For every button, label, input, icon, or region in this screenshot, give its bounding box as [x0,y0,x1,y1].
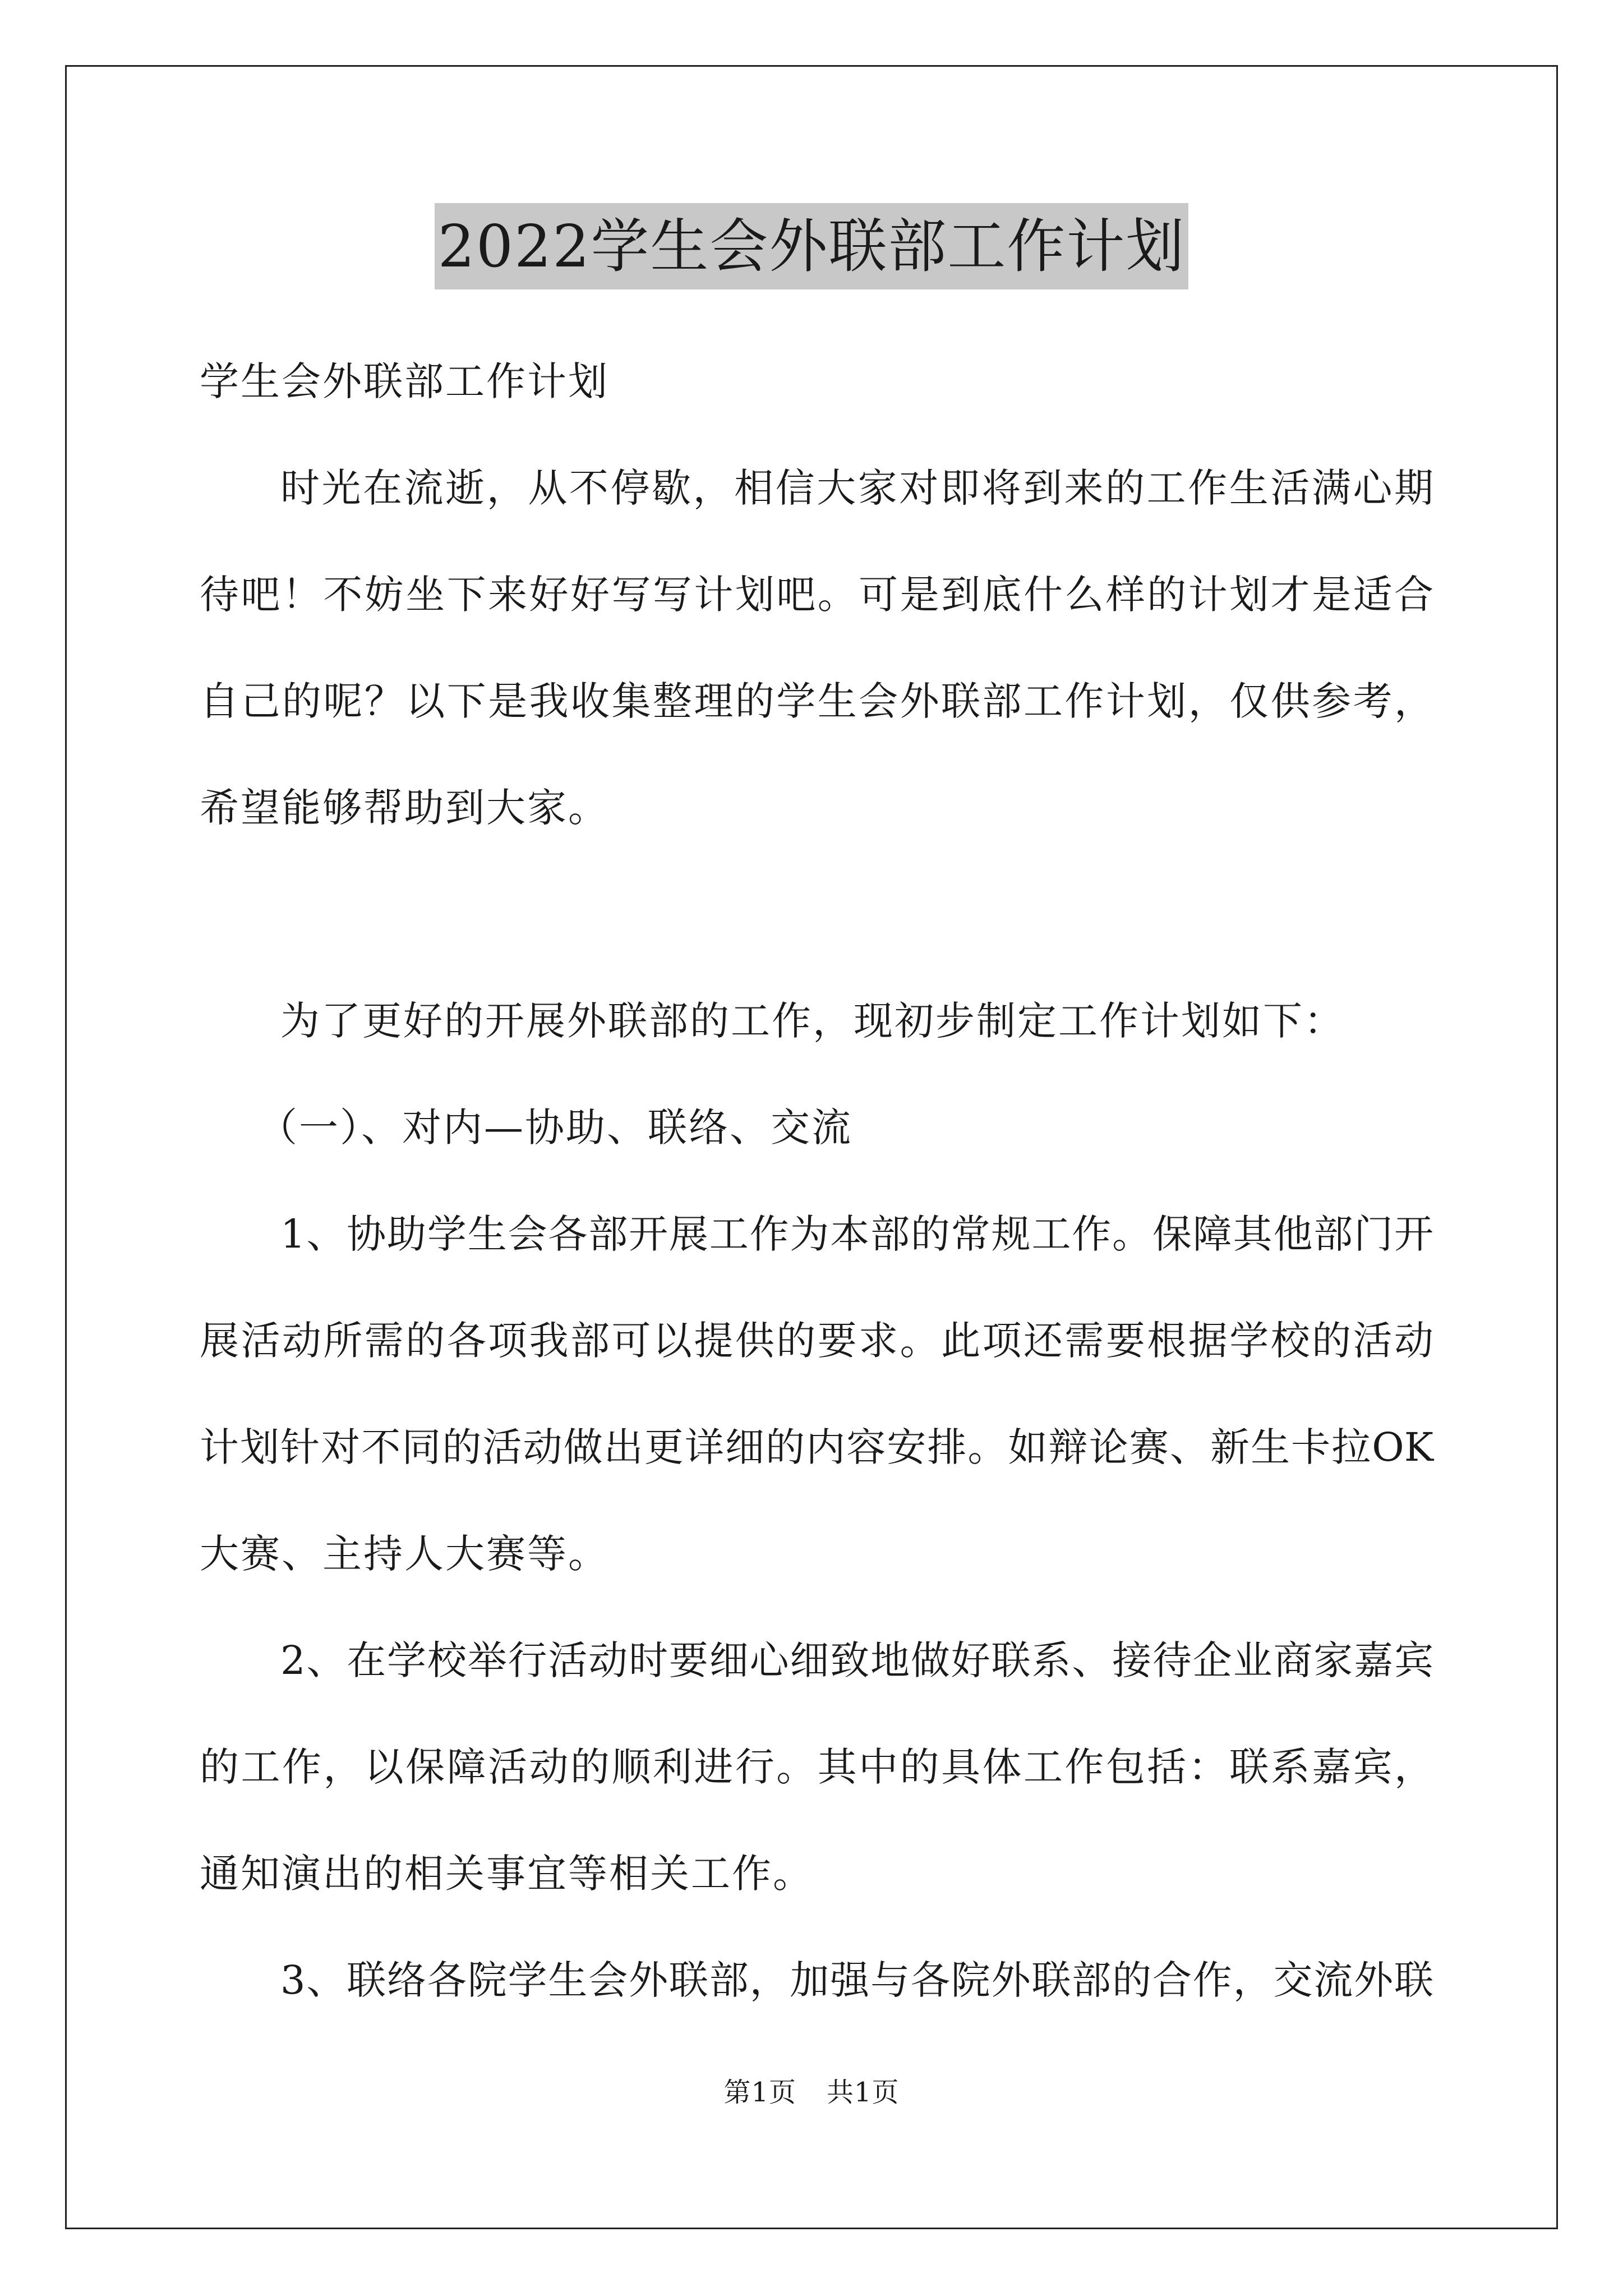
title-container [0,203,1623,289]
page-total: 共1页 [827,2077,900,2108]
paragraph-line: 的工作，以保障活动的顺利进行。其中的具体工作包括：联系嘉宾， [200,1744,1433,1790]
page-number: 第1页 [723,2077,796,2108]
paragraph-line: 展活动所需的各项我部可以提供的要求。此项还需要根据学校的活动 [200,1318,1433,1364]
paragraph-line: 大赛、主持人大赛等。 [200,1531,609,1577]
paragraph-line: 计划针对不同的活动做出更详细的内容安排。如辩论赛、新生卡拉OK [200,1424,1433,1470]
paragraph-line: 自己的呢？以下是我收集整理的学生会外联部工作计划，仅供参考， [200,678,1433,724]
paragraph-line: 3、联络各院学生会外联部，加强与各院外联部的合作，交流外联 [280,1957,1433,2003]
paragraph-line: 为了更好的开展外联部的工作，现初步制定工作计划如下： [280,998,1345,1044]
document-title: 2022学生会外联部工作计划 [435,203,1189,289]
paragraph-line: 希望能够帮助到大家。 [200,785,609,831]
paragraph-line: 待吧！不妨坐下来好好写写计划吧。可是到底什么样的计划才是适合 [200,572,1433,618]
section-heading: （一）、对内—协助、联络、交流 [258,1105,852,1151]
doc-subtitle: 学生会外联部工作计划 [200,358,609,404]
paragraph-line: 通知演出的相关事宜等相关工作。 [200,1851,814,1897]
paragraph-line: 时光在流逝，从不停歇，相信大家对即将到来的工作生活满心期 [280,465,1433,511]
paragraph-line: 2、在学校举行活动时要细心细致地做好联系、接待企业商家嘉宾 [280,1637,1433,1683]
paragraph-line: 1、协助学生会各部开展工作为本部的常规工作。保障其他部门开 [280,1211,1433,1257]
page-footer [0,2076,1623,2109]
